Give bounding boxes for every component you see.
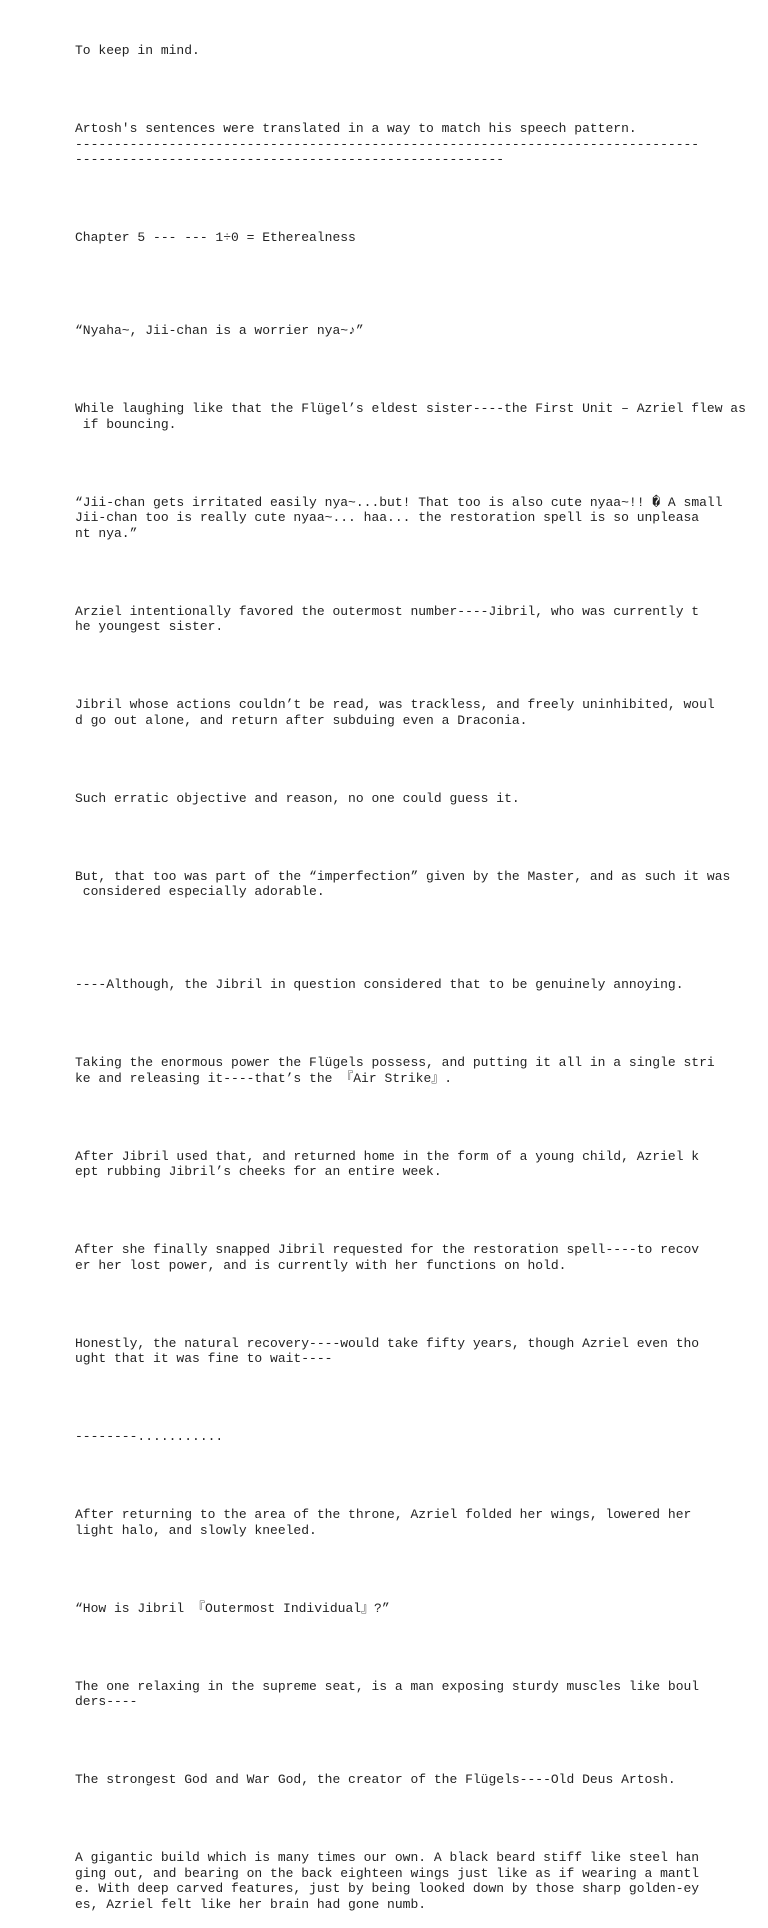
text-line: ught that it was fine to wait----: [75, 1351, 333, 1366]
paragraph: [75, 1772, 755, 1788]
paragraph: [75, 1336, 755, 1367]
paragraph: [75, 977, 755, 993]
separator-line: --------------------------------------------------------------------------------: [75, 136, 700, 152]
text-line: --------...........: [75, 1429, 224, 1444]
document-page: [75, 12, 755, 1928]
paragraph: [75, 323, 755, 339]
text-line: ders----: [75, 1694, 138, 1709]
paragraph: [75, 1679, 755, 1710]
paragraph: [75, 495, 755, 542]
text-line: Such erratic objective and reason, no one could guess it.: [75, 790, 520, 806]
text-line: d go out alone, and return after subduing even a Draconia.: [75, 712, 528, 728]
paragraph: [75, 1149, 755, 1180]
text-line: e. With deep carved features, just by being looked down by those sharp golden-ey: [75, 1881, 700, 1896]
text-line: Chapter 5 --- --- 1÷0 = Etherealness: [75, 230, 356, 245]
paragraph: [75, 604, 755, 635]
text-line: To keep in mind.: [75, 43, 200, 58]
text-line: Taking the enormous power the Flügels possess, and putting it all in a single stri: [75, 1055, 715, 1070]
paragraph: [75, 697, 755, 728]
text-line: light halo, and slowly kneeled.: [75, 1522, 317, 1538]
paragraph: [75, 791, 755, 807]
text-line: ept rubbing Jibril’s cheeks for an entire week.: [75, 1164, 442, 1179]
text-line: considered especially adorable.: [75, 884, 325, 899]
text-line: “Nyaha~, Jii-chan is a worrier nya~♪”: [75, 323, 364, 338]
text-line: ke and releasing it----that’s the 『Air Strike』.: [75, 1070, 453, 1086]
text-line: While laughing like that the Flügel’s eldest sister----the First Unit – Azriel flew as: [75, 401, 746, 416]
text-line: But, that too was part of the “imperfection” given by the Master, and as such it was: [75, 868, 731, 884]
paragraph: [75, 1055, 755, 1086]
text-line: Jii-chan too is really cute nyaa~... haa... the restoration spell is so unpleasa: [75, 510, 700, 525]
paragraph: [75, 1601, 755, 1617]
text-line: After she finally snapped Jibril requested for the restoration spell----to recov: [75, 1242, 700, 1257]
text-line: nt nya.”: [75, 525, 138, 541]
chapter-heading: [75, 230, 755, 246]
text-line: The strongest God and War God, the creator of the Flügels----Old Deus Artosh.: [75, 1772, 676, 1787]
text-line: “How is Jibril 『Outermost Individual』?”: [75, 1600, 390, 1616]
paragraph: [75, 1242, 755, 1273]
text-line: if bouncing.: [75, 416, 177, 432]
scene-break: [75, 1429, 755, 1445]
separator-line: -------------------------------------------------------: [75, 152, 505, 167]
text-line: Jibril whose actions couldn’t be read, was trackless, and freely uninhibited, woul: [75, 697, 715, 712]
text-line: he youngest sister.: [75, 619, 224, 634]
text-line: es, Azriel felt like her brain had gone numb.: [75, 1896, 427, 1912]
paragraph: [75, 1850, 755, 1912]
text-line: Artosh's sentences were translated in a way to match his speech pattern.: [75, 121, 637, 136]
paragraph: [75, 1507, 755, 1538]
text-line: The one relaxing in the supreme seat, is a man exposing sturdy muscles like boul: [75, 1678, 700, 1694]
text-line: ging out, and bearing on the back eighteen wings just like as if wearing a mantl: [75, 1865, 700, 1881]
paragraph: [75, 401, 755, 432]
paragraph-translation-note: [75, 121, 755, 168]
paragraph-note-title: [75, 43, 755, 59]
text-line: “Jii-chan gets irritated easily nya~...but! That too is also cute nyaa~!! � A small: [75, 494, 723, 510]
text-line: ----Although, the Jibril in question considered that to be genuinely annoying.: [75, 977, 684, 992]
text-line: A gigantic build which is many times our own. A black beard stiff like steel han: [75, 1850, 700, 1865]
text-line: Arziel intentionally favored the outermost number----Jibril, who was currently t: [75, 603, 700, 619]
paragraph: [75, 869, 755, 900]
text-line: After Jibril used that, and returned home in the form of a young child, Azriel k: [75, 1148, 700, 1164]
text-line: Honestly, the natural recovery----would take fifty years, though Azriel even tho: [75, 1335, 700, 1351]
text-line: er her lost power, and is currently with her functions on hold.: [75, 1257, 567, 1273]
text-line: After returning to the area of the throne, Azriel folded her wings, lowered her: [75, 1507, 692, 1522]
